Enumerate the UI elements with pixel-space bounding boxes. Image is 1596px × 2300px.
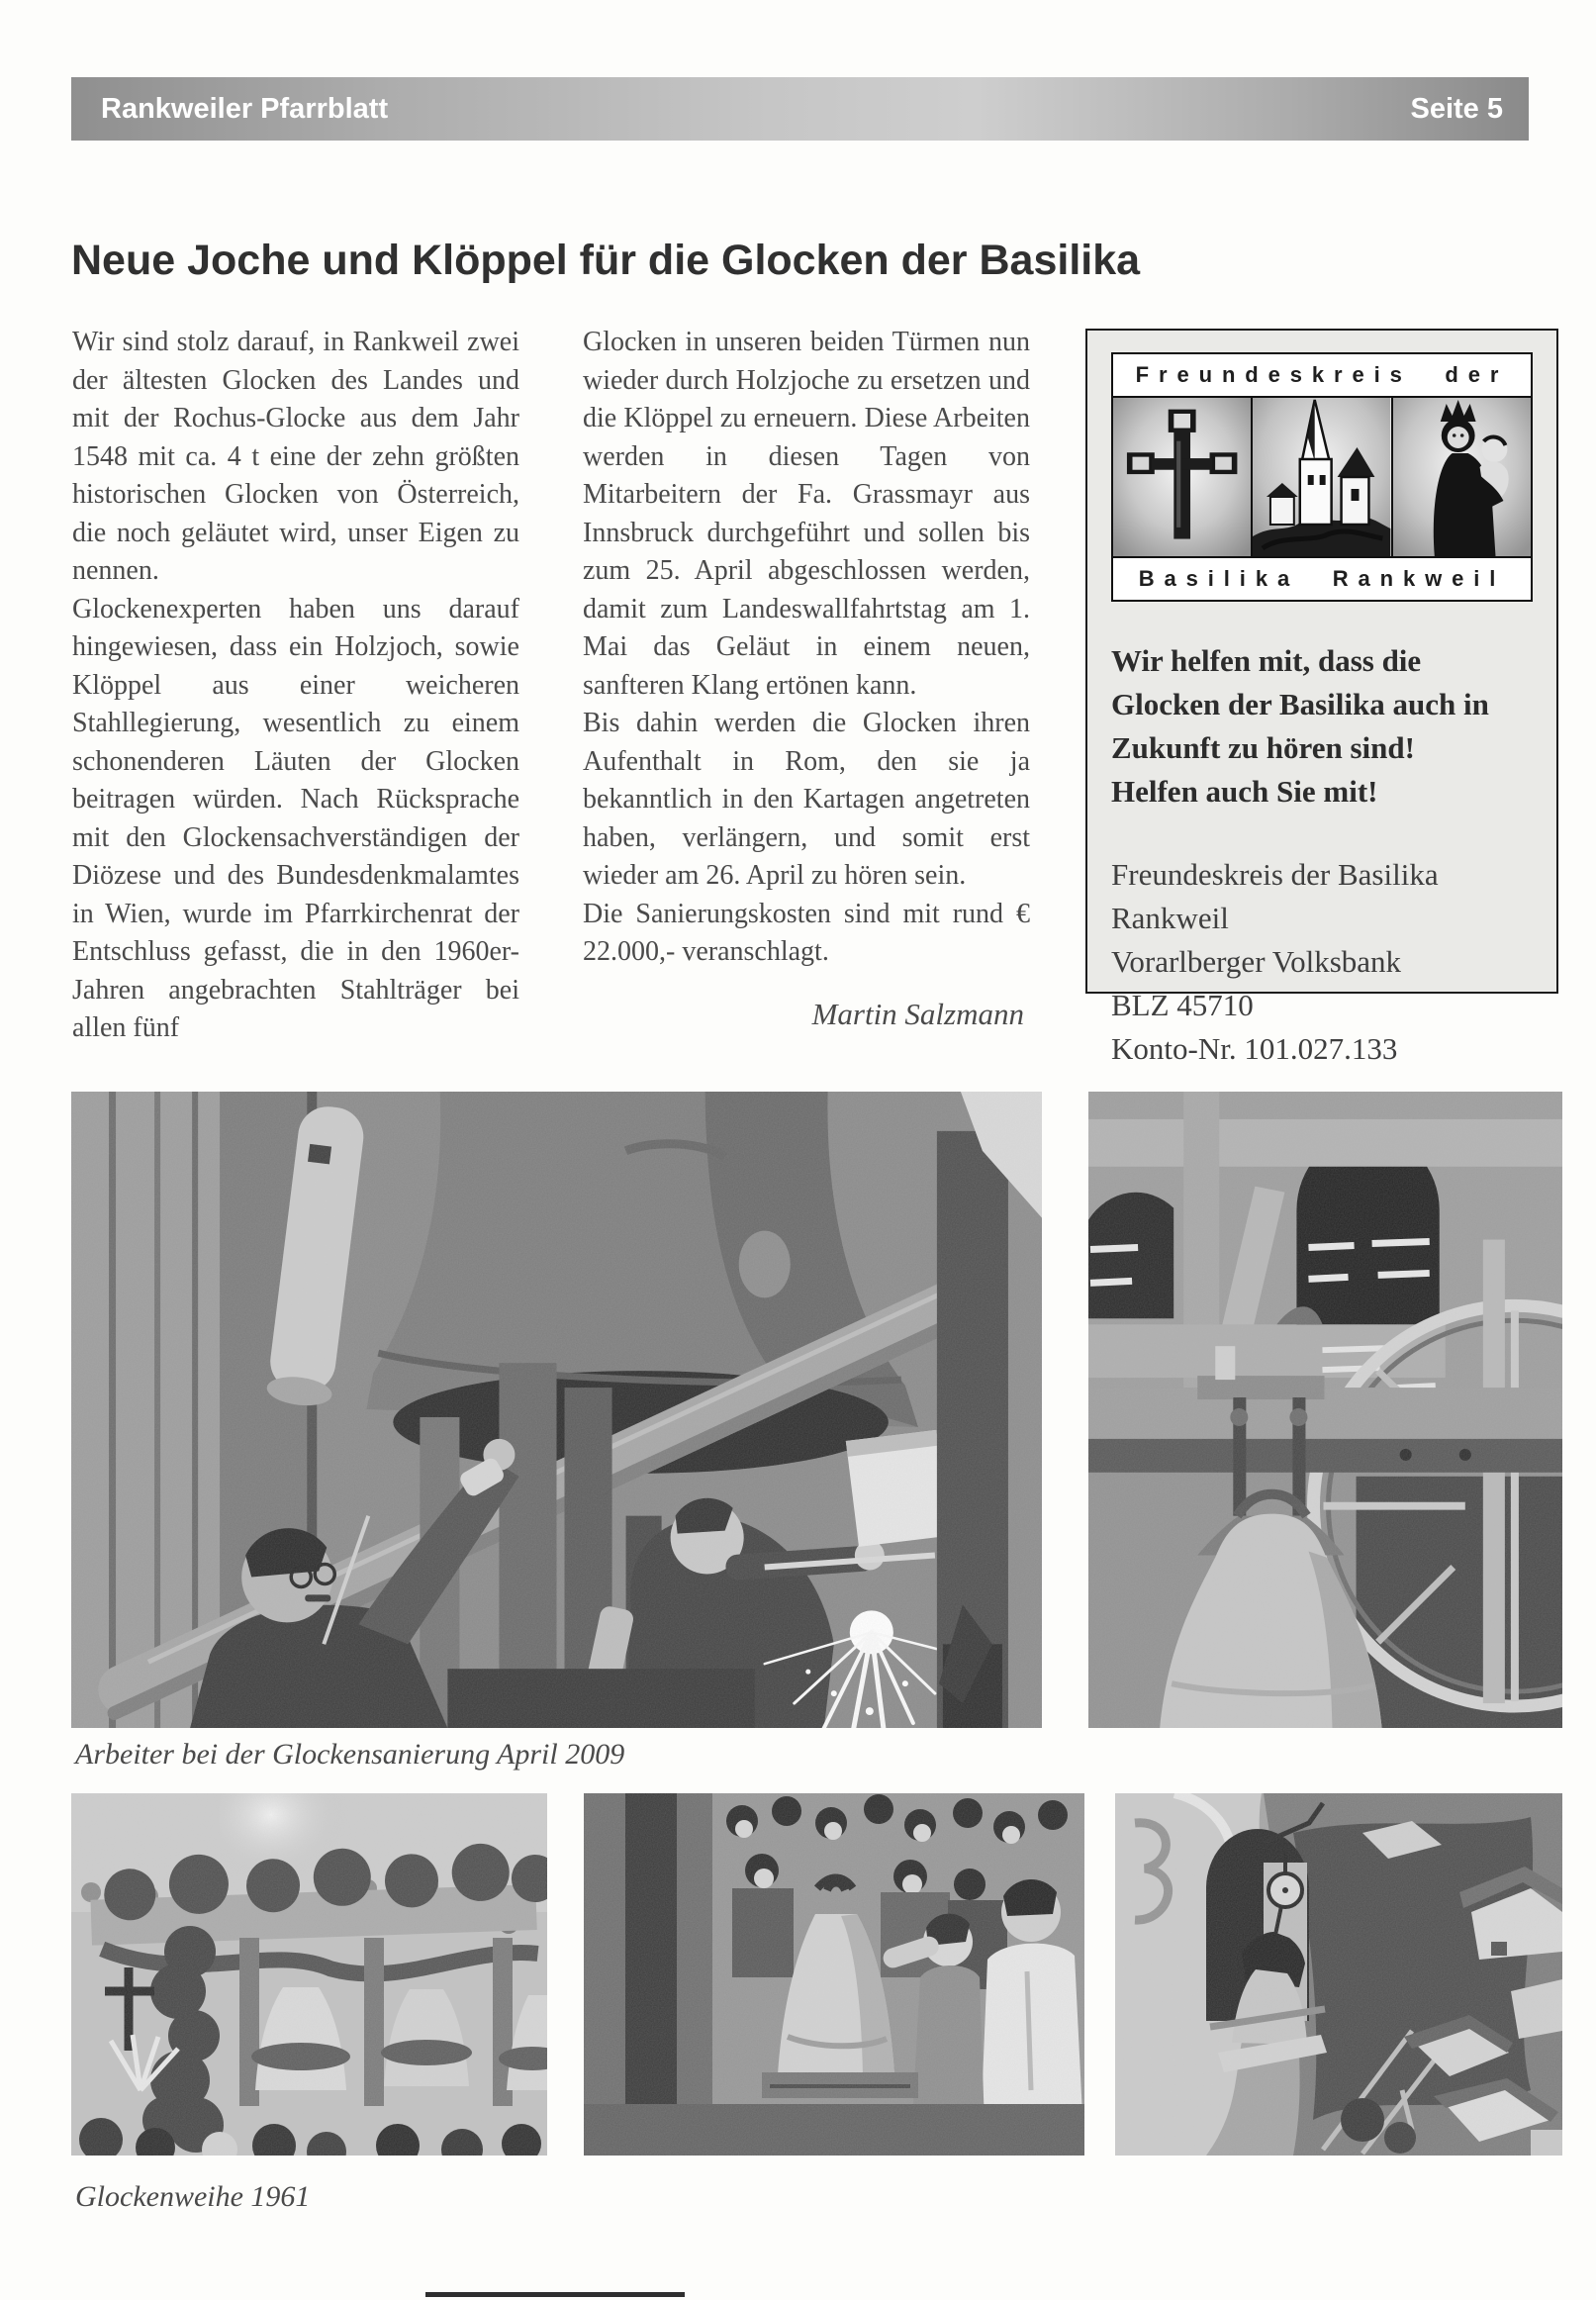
madonna-icon <box>1393 398 1531 556</box>
paragraph: Wir sind stolz darauf, in Rankweil zwei der ältesten Glocken des Landes und mit der Rochus-Glocke aus dem Jahr 1548 mit ca. 4 t eine der zehn größten historischen Glocken von Österreich, die noch geläutet wird, unser Eigen zu nennen. <box>72 327 519 586</box>
paragraph: Glocken in unseren beiden Türmen nun wieder durch Holzjoche zu ersetzen und die Klöppel zu erneuern. Diese Arbeiten werden in diesen Tagen von Mitarbeitern der Fa. Grassmayr aus Innsbruck durchgeführt und sollen bis zum 25. April abgeschlossen werden, damit zum Landeswallfahrtstag am 1. Mai das Geläut in einem neuen, sanfteren Klang ertönen kann. <box>583 327 1030 701</box>
appeal-text <box>1111 639 1533 814</box>
article-headline: Neue Joche und Klöppel für die Glocken der Basilika <box>71 236 1141 284</box>
cross-icon <box>1113 398 1253 556</box>
paragraph: Glockenexperten haben uns darauf hingewiesen, dass ein Holzjoch, sowie Klöppel aus einer weicheren Stahllegierung, wesentlich zu einem schonenderen Läuten der Glocken beitragen würden. Nach Rücksprache mit den Glockensachverständigen der Diözese und des Bundesdenkmalamtes in Wien, wurde im Pfarrkirchenrat der Entschluss gefasst, die in den 1960er-Jahren angebrachten Stahlträger bei allen fünf <box>72 593 519 1043</box>
bank-info-line: BLZ 45710 <box>1111 988 1254 1022</box>
logo-tiles <box>1113 396 1531 558</box>
photo-bell-procession-image <box>584 1793 1084 2156</box>
paragraph: Die Sanierungskosten sind mit rund € 22.000,- veranschlagt. <box>583 898 1030 967</box>
photo-bell-renovation <box>71 1092 1042 1728</box>
bank-info-line: Konto-Nr. 101.027.133 <box>1111 1031 1398 1066</box>
appeal-line: Wir helfen mit, dass die Glocken der Basilika auch in Zukunft zu hören sind! <box>1111 643 1489 765</box>
photo-tower-aerial <box>1115 1793 1562 2156</box>
logo-bottom-label: Basilika Rankweil <box>1138 566 1506 591</box>
cross-icon-image <box>1113 398 1251 556</box>
bank-info <box>1111 853 1533 1071</box>
photo-bell-wheel-image <box>1088 1092 1562 1728</box>
article-column-2 <box>583 324 1030 1033</box>
article-column-1 <box>72 324 519 1048</box>
paragraph: Bis dahin werden die Glocken ihren Aufenthalt in Rom, den sie ja bekanntlich in den Kartagen angetreten haben, verlängern, und somit erst wieder am 26. April zu hören sein. <box>583 708 1030 891</box>
madonna-icon-image <box>1393 398 1531 556</box>
photo-bell-renovation-image <box>71 1092 1042 1728</box>
photo-garlanded-bells <box>71 1793 547 2156</box>
photo-caption-bottom: Glockenweihe 1961 <box>75 2180 311 2213</box>
freundeskreis-logo <box>1111 352 1533 602</box>
photo-garlanded-bells-image <box>71 1793 547 2156</box>
appeal-line: Helfen auch Sie mit! <box>1111 774 1378 809</box>
photo-tower-aerial-image <box>1115 1793 1562 2156</box>
newsletter-title: Rankweiler Pfarrblatt <box>101 92 389 125</box>
photo-caption-main: Arbeiter bei der Glockensanierung April 2009 <box>75 1738 625 1771</box>
basilica-icon-image <box>1253 398 1390 556</box>
author-signature: Martin Salzmann <box>811 996 1024 1031</box>
photo-bell-procession <box>584 1793 1084 2156</box>
donation-box <box>1085 329 1558 1066</box>
basilica-icon <box>1253 398 1392 556</box>
photo-bell-wheel <box>1088 1092 1562 1728</box>
scan-artifact-line <box>425 2292 685 2297</box>
bank-info-line: Vorarlberger Volksbank <box>1111 944 1402 979</box>
bank-info-line: Freundeskreis der Basilika Rankweil <box>1111 857 1439 935</box>
logo-top-label: Freundeskreis der <box>1135 362 1509 387</box>
header-bar <box>71 77 1529 141</box>
page-number: Seite 5 <box>1410 92 1503 125</box>
